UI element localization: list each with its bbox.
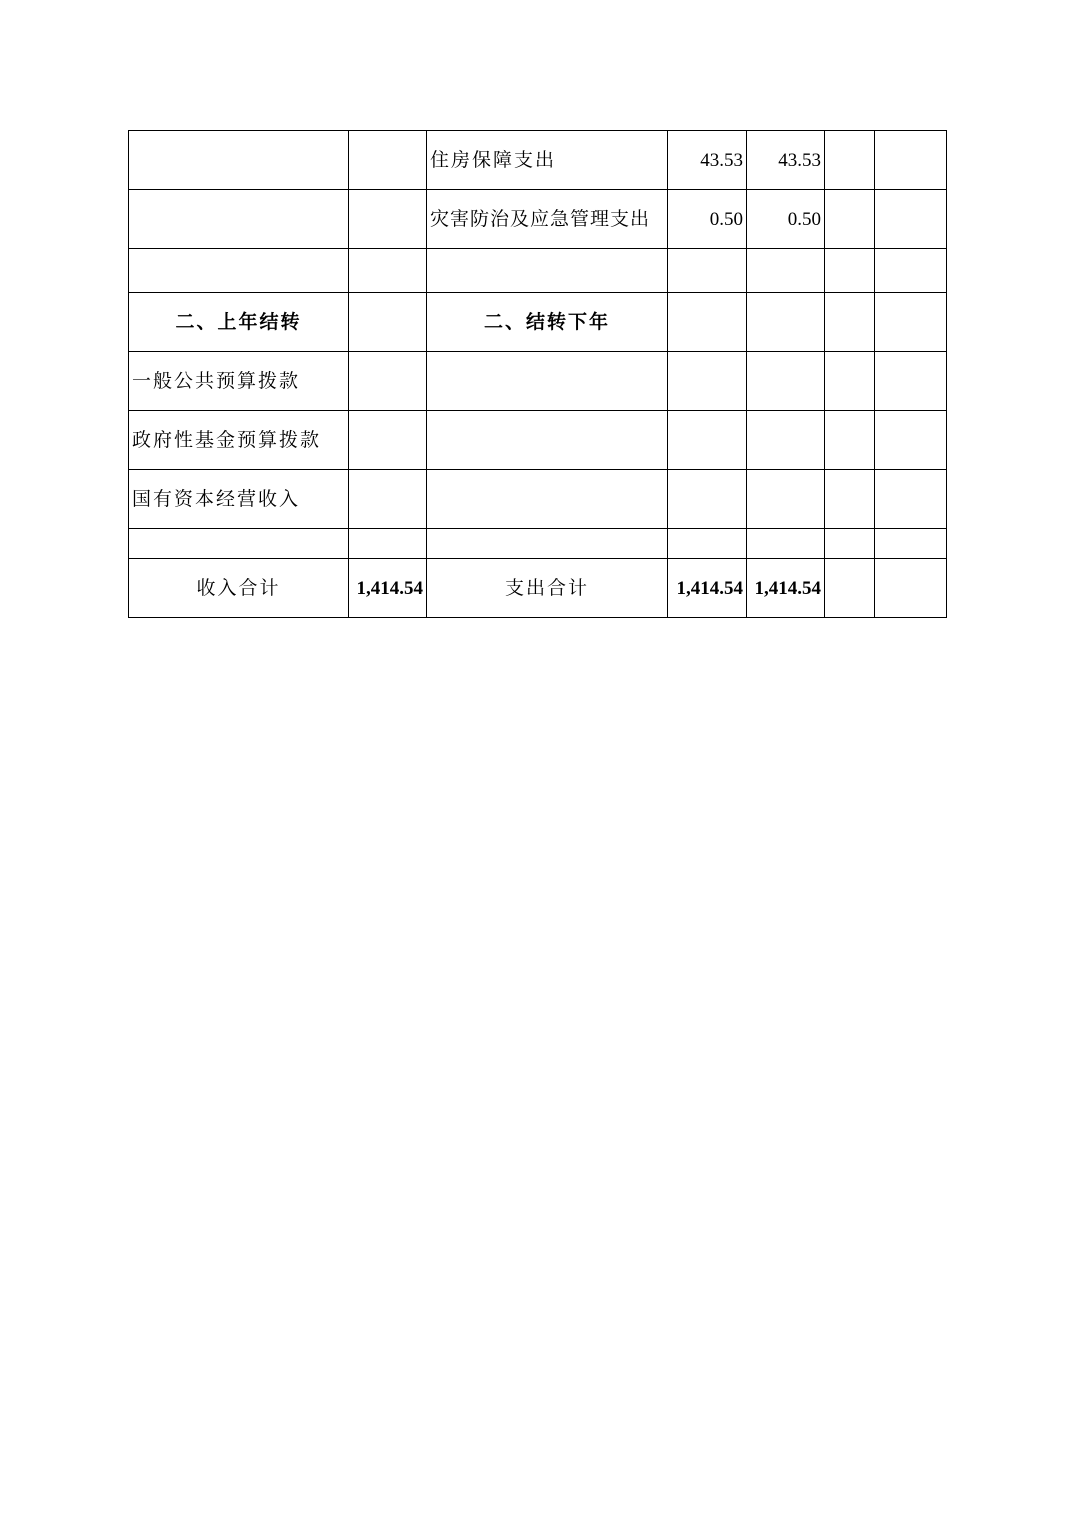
expense-general-budget-total: 1,414.54 — [747, 559, 825, 618]
cell-empty — [349, 352, 427, 411]
income-total-value: 1,414.54 — [349, 559, 427, 618]
expense-total-value: 43.53 — [668, 131, 747, 190]
cell-empty — [129, 190, 349, 249]
expense-general-budget-value: 0.50 — [747, 190, 825, 249]
expense-total-label: 支出合计 — [427, 559, 668, 618]
cell-empty — [427, 249, 668, 293]
cell-empty — [825, 411, 875, 470]
table-row-carryover-item — [129, 411, 947, 470]
cell-empty — [747, 411, 825, 470]
cell-empty — [349, 529, 427, 559]
income-item-label: 一般公共预算拨款 — [129, 352, 349, 411]
cell-empty — [129, 131, 349, 190]
cell-empty — [825, 131, 875, 190]
expense-carryover-heading: 二、结转下年 — [427, 293, 668, 352]
table-row-disaster — [129, 190, 947, 249]
cell-empty — [129, 529, 349, 559]
cell-empty — [747, 249, 825, 293]
table-row-carryover-header — [129, 293, 947, 352]
cell-empty — [427, 470, 668, 529]
cell-empty — [349, 470, 427, 529]
cell-empty — [875, 470, 947, 529]
cell-empty — [825, 529, 875, 559]
cell-empty — [427, 352, 668, 411]
cell-empty — [427, 411, 668, 470]
cell-empty — [349, 190, 427, 249]
income-carryover-heading: 二、上年结转 — [129, 293, 349, 352]
cell-empty — [825, 559, 875, 618]
income-total-label: 收入合计 — [129, 559, 349, 618]
cell-empty — [747, 293, 825, 352]
expense-total-value: 0.50 — [668, 190, 747, 249]
cell-empty — [129, 249, 349, 293]
cell-empty — [875, 411, 947, 470]
cell-empty — [349, 411, 427, 470]
table-row-carryover-item — [129, 470, 947, 529]
table-row-blank — [129, 249, 947, 293]
table-row-totals — [129, 559, 947, 618]
cell-empty — [875, 293, 947, 352]
income-item-label: 国有资本经营收入 — [129, 470, 349, 529]
cell-empty — [875, 529, 947, 559]
cell-empty — [875, 249, 947, 293]
table-row-carryover-item — [129, 352, 947, 411]
cell-empty — [747, 470, 825, 529]
cell-empty — [668, 411, 747, 470]
cell-empty — [349, 249, 427, 293]
expense-item-label: 住房保障支出 — [427, 131, 668, 190]
table-row-blank — [129, 529, 947, 559]
cell-empty — [825, 249, 875, 293]
expense-general-budget-value: 43.53 — [747, 131, 825, 190]
cell-empty — [668, 352, 747, 411]
cell-empty — [875, 190, 947, 249]
income-item-label: 政府性基金预算拨款 — [129, 411, 349, 470]
cell-empty — [825, 470, 875, 529]
cell-empty — [747, 352, 825, 411]
cell-empty — [875, 352, 947, 411]
cell-empty — [875, 559, 947, 618]
cell-empty — [875, 131, 947, 190]
cell-empty — [825, 293, 875, 352]
cell-empty — [668, 293, 747, 352]
cell-empty — [668, 470, 747, 529]
budget-summary-table — [128, 130, 947, 618]
cell-empty — [825, 352, 875, 411]
cell-empty — [747, 529, 825, 559]
cell-empty — [668, 529, 747, 559]
cell-empty — [427, 529, 668, 559]
expense-item-label: 灾害防治及应急管理支出 — [427, 190, 668, 249]
cell-empty — [349, 131, 427, 190]
cell-empty — [349, 293, 427, 352]
cell-empty — [825, 190, 875, 249]
cell-empty — [668, 249, 747, 293]
table-row-housing — [129, 131, 947, 190]
expense-total-value: 1,414.54 — [668, 559, 747, 618]
